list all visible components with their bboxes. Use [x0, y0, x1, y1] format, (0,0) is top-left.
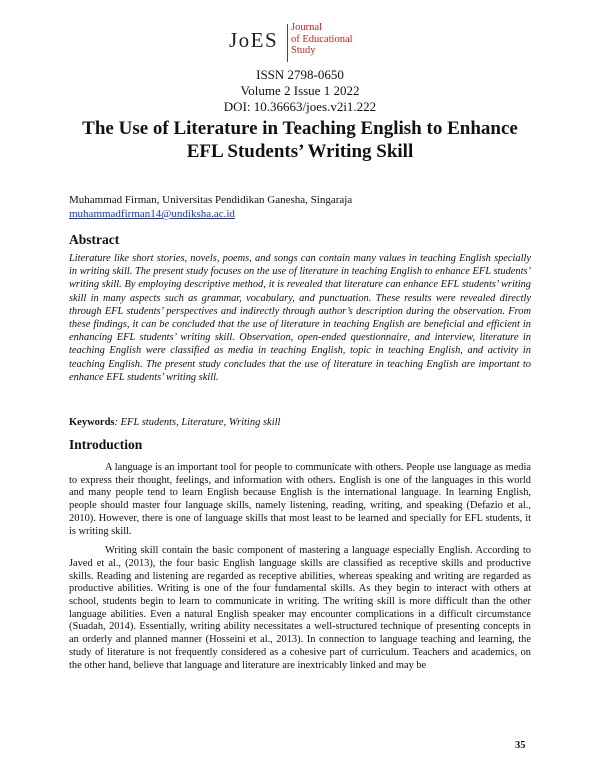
doi: DOI: 10.36663/joes.v2i1.222	[223, 99, 377, 114]
title-line-2: EFL Students’ Writing Skill	[186, 141, 414, 162]
abstract-heading: Abstract	[69, 232, 120, 247]
keywords	[69, 417, 280, 428]
logo-mark: JoES	[229, 28, 279, 52]
keywords-text: : EFL students, Literature, Writing skill	[114, 417, 281, 428]
author-email-link[interactable]: muhammadfirman14@undiksha.ac.id	[69, 208, 235, 220]
journal-logo	[229, 22, 399, 62]
intro-paragraph-2: Writing skill contain the basic component of mastering a language especially English. According to Javed et al., (2013), the four basic English language skills are classified as receptive skills and productive skills. Reading and listening are regarded as receptive abilities, whereas speaking and writing are regarded as productive abilities. Writing is one of the four fundamental skills. As they begin to interact with others at school, students begin to learn to communicate in writing. The writing skill is more difficult than the other language abilities. Even a natural English speaker may encounter complications in a difficult circumstance (Suadah, 2014). Essentially, writing ability necessitates a well-structured technique of presenting concepts in an orderly and planned manner (Hosseini et al., 2013). In connection to language teaching and learning, the study of literature is not frequently considered as a cohesive part of curriculum. Teachers and academics, on the other hand, believe that language and literature are inextricably linked and may be	[69, 545, 531, 671]
intro-paragraph-1: A language is an important tool for people to communicate with others. People use language as media to express their thought, feelings, and information with others. English is one of the languages in this world and many people tend to learn English because English is the international language. In learning English, people should master four language skills, namely listening, reading, writing, and speaking (Defazio et al., 2010). However, there is one of language skills that most least to be learned and specially for EFL students, it is writing skill.	[69, 462, 531, 537]
keywords-label: Keywords	[69, 417, 115, 428]
logo-line-2: of Educational	[291, 33, 353, 45]
journal-meta	[0, 67, 600, 115]
page-number: 35	[515, 740, 526, 751]
abstract-text: Literature like short stories, novels, poems, and songs can contain many values in teaching English specially in writing skill. The present study focuses on the use of literature in teaching English to enhance EFL students’ writing skill. By employing descriptive method, it is revealed that literature can enhance EFL students’ writing skill in many aspects such as grammar, vocabulary, and punctuation. These results were revealed directly through EFL students’ perspectives and indirectly through author’s description during the observation. From these findings, it can be concluded that the use of literature in teaching English are beneficial and efficient in enhancing EFL students’ writing skill. Observation, open-ended questionnaire, and interview, literature in teaching English were classified as media in teaching English, topic in teaching English, and activity in teaching English. The present study concludes that the use of literature in teaching English are important to enhance EFL students’ writing skill.	[69, 253, 531, 383]
author-block	[69, 193, 352, 221]
issn: ISSN 2798-0650	[256, 67, 344, 82]
paper-title	[40, 117, 560, 163]
logo-journal-name	[291, 22, 353, 57]
logo-line-1: Journal	[291, 22, 322, 33]
volume: Volume 2 Issue 1 2022	[240, 83, 360, 98]
author-affiliation: Muhammad Firman, Universitas Pendidikan Ganesha, Singaraja	[69, 194, 353, 206]
title-line-1: The Use of Literature in Teaching English to Enhance	[82, 118, 518, 139]
introduction-heading: Introduction	[69, 437, 143, 452]
logo-line-3: Study	[291, 45, 316, 56]
introduction-body	[69, 462, 531, 679]
logo-divider	[287, 24, 288, 62]
